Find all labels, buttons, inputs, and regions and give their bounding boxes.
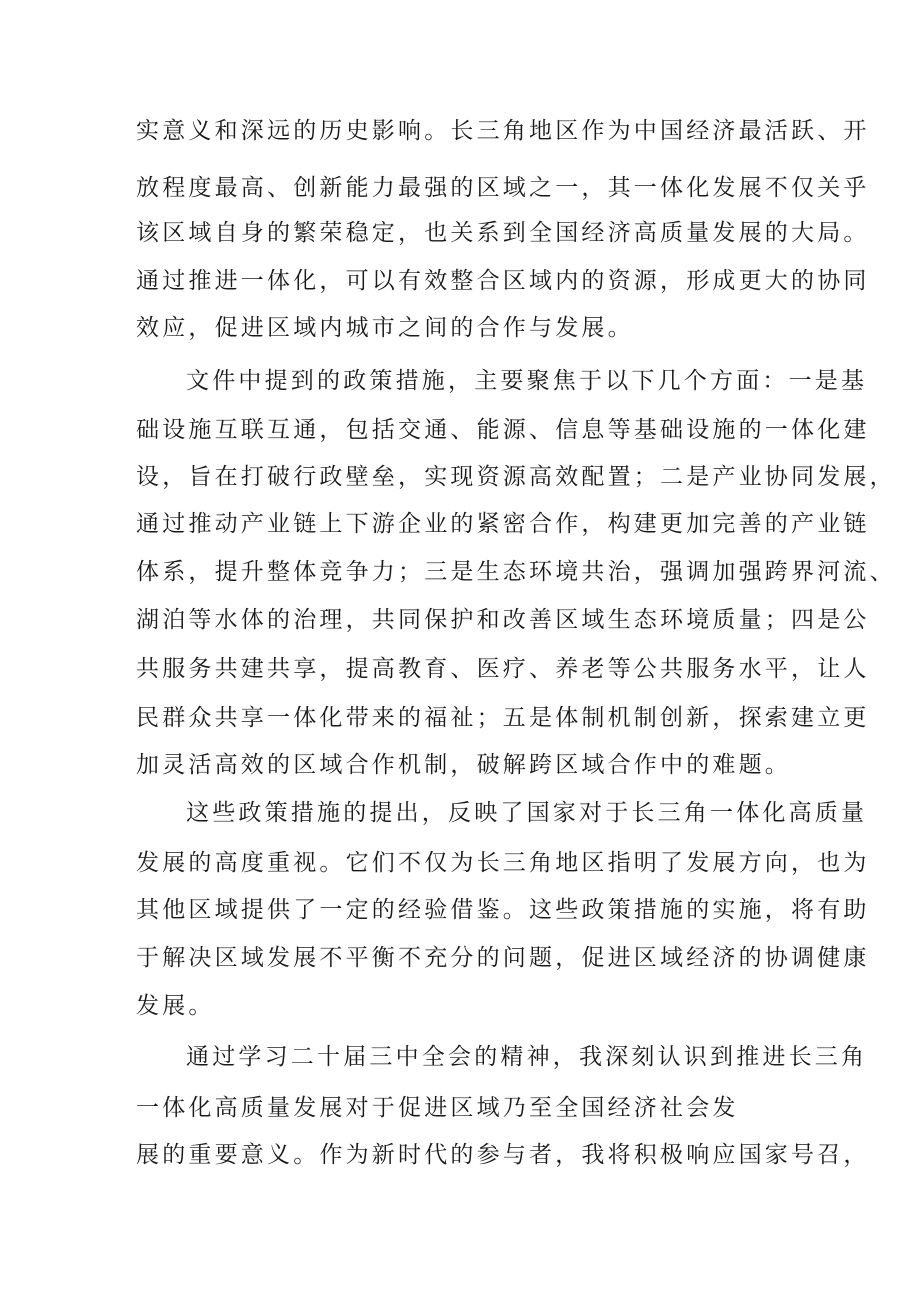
text-line: 湖泊等水体的治理，共同保护和改善区域生态环境质量；四是公: [136, 607, 870, 633]
text-line: 发展。: [136, 993, 215, 1019]
text-line: 一体化高质量发展对于促进区域乃至全国经济社会发: [136, 1095, 739, 1121]
text-line: 效应，促进区域内城市之间的合作与发展。: [136, 315, 634, 341]
text-line: 加灵活高效的区域合作机制，破解跨区域合作中的难题。: [136, 752, 791, 778]
paragraph-first-line: 这些政策措施的提出，反映了国家对于长三角一体化高质量: [186, 800, 868, 826]
text-line: 放程度最高、创新能力最强的区域之一，其一体化发展不仅关乎: [136, 175, 870, 201]
text-line: 设，旨在打破行政壁垒，实现资源高效配置；二是产业协同发展，: [136, 464, 896, 490]
text-line: 实意义和深远的历史影响。长三角地区作为中国经济最活跃、开: [136, 118, 870, 144]
text-line: 民群众共享一体化带来的福祉；五是体制机制创新，探索建立更: [136, 705, 870, 731]
text-line: 该区域自身的繁荣稳定，也关系到全国经济高质量发展的大局。: [136, 220, 870, 246]
text-line: 于解决区域发展不平衡不充分的问题，促进区域经济的协调健康: [136, 945, 870, 971]
text-line: 通过推动产业链上下游企业的紧密合作，构建更加完善的产业链: [136, 511, 870, 537]
text-line: 通过推进一体化，可以有效整合区域内的资源，形成更大的协同: [136, 268, 870, 294]
text-line: 展的重要意义。作为新时代的参与者，我将积极响应国家号召，: [136, 1142, 870, 1168]
paragraph-first-line: 文件中提到的政策措施，主要聚焦于以下几个方面：一是基: [186, 368, 868, 394]
text-line: 其他区域提供了一定的经验借鉴。这些政策措施的实施，将有助: [136, 897, 870, 923]
paragraph-first-line: 通过学习二十届三中全会的精神，我深刻认识到推进长三角: [186, 1044, 868, 1070]
text-line: 础设施互联互通，包括交通、能源、信息等基础设施的一体化建: [136, 417, 870, 443]
text-line: 发展的高度重视。它们不仅为长三角地区指明了发展方向，也为: [136, 850, 870, 876]
text-line: 体系，提升整体竞争力；三是生态环境共治，强调加强跨界河流、: [136, 559, 896, 585]
text-line: 共服务共建共享，提高教育、医疗、养老等公共服务水平，让人: [136, 656, 870, 682]
